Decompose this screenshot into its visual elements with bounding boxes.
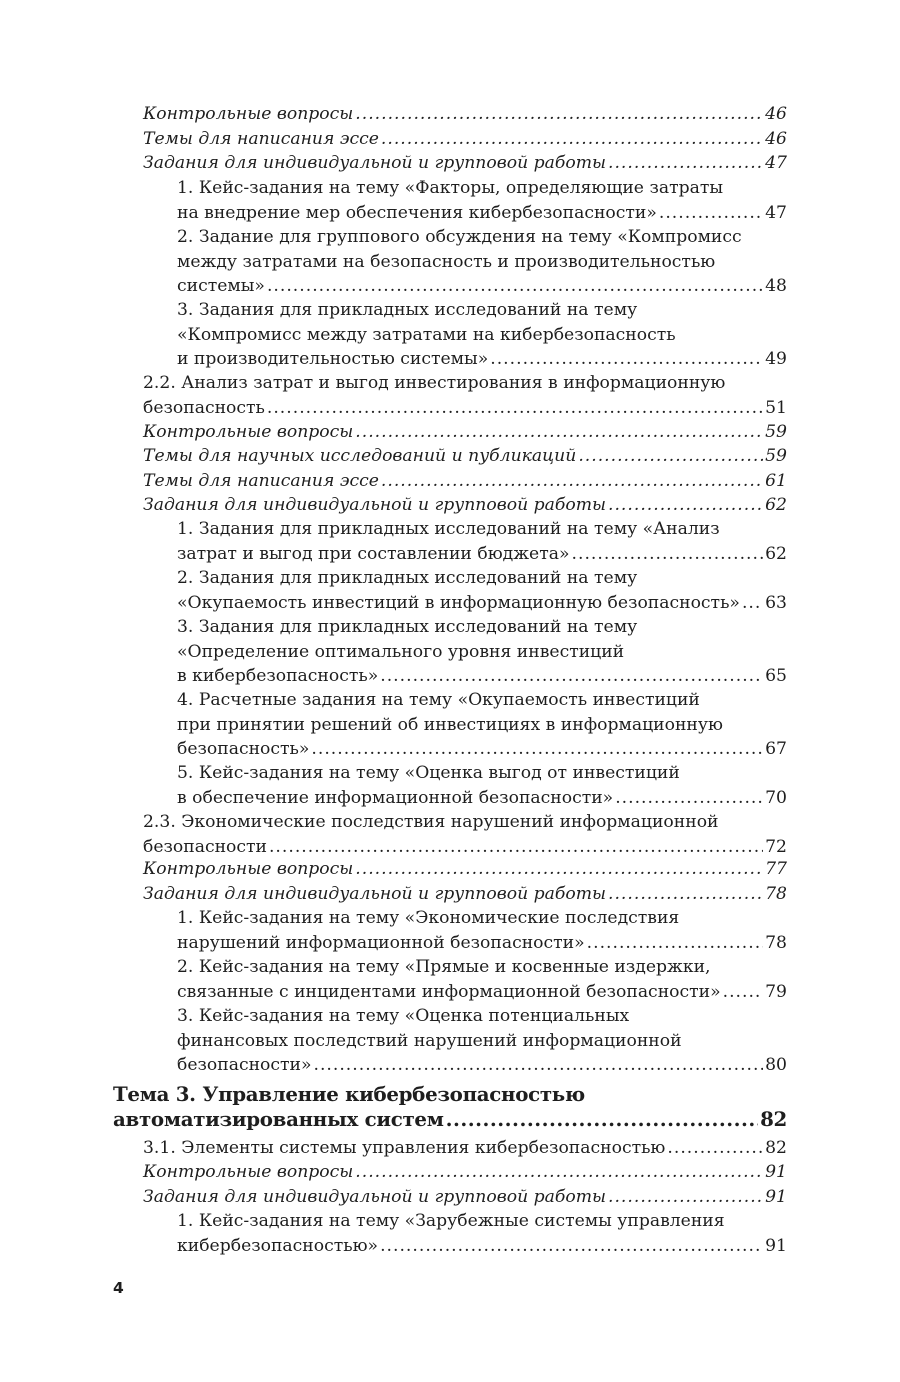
toc-entry-line: Задания для индивидуальной и групповой работы: [143, 1187, 606, 1207]
toc-entry-last-line: [143, 420, 787, 445]
toc-entry-line: 4. Расчетные задания на тему «Окупаемость инвестиций: [177, 690, 700, 710]
toc-entry-line: «Компромисс между затратами на кибербезопасность: [177, 324, 676, 345]
dot-leader: [355, 420, 763, 445]
toc-page-number: 67: [765, 739, 787, 759]
toc-entry-line: безопасность»: [177, 739, 310, 759]
toc-page-number: 78: [765, 932, 787, 953]
toc-entry-last-line: [177, 591, 787, 616]
toc-entry-line: Темы для научных исследований и публикаций: [143, 446, 577, 466]
toc-entry-line: 3. Задания для прикладных исследований на тему: [177, 617, 638, 637]
toc-entry-last-line: [177, 542, 787, 567]
toc-entry-line: Тема 3. Управление кибербезопасностью: [113, 1082, 585, 1106]
toc-entry-last-line: [177, 737, 787, 762]
toc-entry-line: Задания для индивидуальной и групповой работы: [143, 884, 606, 904]
toc-entry-last-line: [143, 882, 787, 907]
dot-leader: [355, 857, 763, 882]
toc-entry-line: 3. Задания для прикладных исследований на тему: [177, 300, 638, 320]
toc-page-number: 48: [765, 276, 787, 296]
toc-page-number: 82: [765, 1138, 787, 1158]
toc-entry[interactable]: [177, 176, 787, 225]
dot-leader: [381, 469, 763, 494]
toc-entry[interactable]: [143, 1185, 787, 1210]
dot-leader: [380, 664, 763, 689]
toc-entry-line: 2. Кейс-задания на тему «Прямые и косвенные издержки,: [177, 957, 711, 977]
toc-entry-line: кибербезопасностью»: [177, 1235, 379, 1256]
toc-entry[interactable]: [177, 615, 787, 689]
toc-entry-last-line: [143, 1185, 787, 1210]
toc-entry-line: 2.3. Экономические последствия нарушений информационной: [143, 812, 719, 832]
toc-entry-line: затрат и выгод при составлении бюджета»: [177, 543, 570, 564]
toc-entry[interactable]: [143, 127, 787, 152]
dot-leader: [608, 493, 763, 518]
toc-page-number: 65: [765, 666, 787, 686]
toc-page-number: 77: [765, 859, 787, 879]
toc-entry-line: Задания для индивидуальной и групповой работы: [143, 495, 606, 515]
toc-entry-last-line: [143, 102, 787, 127]
toc-entry-line: безопасности: [143, 836, 267, 857]
toc-page-number: 62: [765, 543, 787, 564]
toc-entry-last-line: [177, 664, 787, 689]
toc-entry-last-line: [113, 1107, 787, 1132]
toc-entry[interactable]: [143, 102, 787, 127]
dot-leader: [608, 882, 763, 907]
toc-entry-last-line: [177, 1053, 787, 1078]
toc-entry-line: безопасность: [143, 397, 265, 418]
toc-entry[interactable]: [143, 857, 787, 882]
dot-leader: [723, 980, 764, 1005]
dot-leader: [313, 1053, 763, 1078]
toc-page-number: 59: [765, 446, 787, 466]
toc-entry-line: финансовых последствий нарушений информационной: [177, 1030, 682, 1051]
dot-leader: [587, 931, 763, 956]
toc-entry-line: автоматизированных систем: [113, 1107, 444, 1131]
toc-entry-line: Контрольные вопросы: [143, 422, 354, 442]
toc-entry-last-line: [177, 980, 787, 1005]
toc-entry[interactable]: [143, 371, 787, 420]
dot-leader: [267, 396, 763, 421]
toc-entry-line: при принятии решений об инвестициях в информационную: [177, 714, 723, 735]
toc-page-number: 72: [765, 836, 787, 857]
toc-entry-line: в обеспечение информационной безопасности»: [177, 787, 614, 808]
toc-entry-line: системы»: [177, 276, 265, 296]
toc-page-number: 49: [765, 349, 787, 369]
toc-page-number: 59: [765, 422, 787, 442]
toc-page-number: 70: [765, 787, 787, 808]
dot-leader: [742, 591, 763, 616]
toc-entry[interactable]: [143, 1160, 787, 1185]
toc-entry-line: 3. Кейс-задания на тему «Оценка потенциальных: [177, 1006, 630, 1026]
toc-entry[interactable]: [177, 1209, 787, 1258]
toc-entry[interactable]: [143, 469, 787, 494]
dot-leader: [355, 102, 763, 127]
toc-page-number: 47: [765, 202, 787, 223]
toc-entry-line: 3.1. Элементы системы управления кибербезопасностью: [143, 1138, 666, 1158]
toc-entry-line: безопасности»: [177, 1055, 312, 1075]
toc-entry-line: в кибербезопасность»: [177, 666, 379, 686]
dot-leader: [269, 835, 763, 860]
toc-entry-last-line: [143, 835, 787, 860]
toc-entry-last-line: [177, 931, 787, 956]
dot-leader: [608, 151, 763, 176]
toc-entry-line: Контрольные вопросы: [143, 104, 354, 124]
toc-entry-last-line: [177, 201, 787, 226]
dot-leader: [311, 737, 763, 762]
toc-entry-last-line: [143, 151, 787, 176]
toc-entry-last-line: [143, 493, 787, 518]
toc-entry[interactable]: [143, 151, 787, 176]
dot-leader: [578, 444, 763, 469]
toc-entry-last-line: [143, 127, 787, 152]
dot-leader: [446, 1107, 758, 1132]
toc-entry-line: нарушений информационной безопасности»: [177, 932, 585, 953]
toc-page-number: 47: [765, 153, 787, 173]
dot-leader: [572, 542, 764, 567]
toc-entry-line: 2. Задание для группового обсуждения на тему «Компромисс: [177, 227, 742, 247]
toc-entry-line: Задания для индивидуальной и групповой работы: [143, 153, 606, 173]
toc-entry[interactable]: [177, 517, 787, 566]
toc-page-number: 91: [765, 1162, 787, 1182]
toc-page-number: 80: [765, 1055, 787, 1075]
toc-entry-line: Контрольные вопросы: [143, 859, 354, 879]
toc-entry-line: «Окупаемость инвестиций в информационную безопасность»: [177, 592, 740, 613]
toc-entry-line: на внедрение мер обеспечения кибербезопасности»: [177, 202, 657, 223]
toc-entry[interactable]: [143, 493, 787, 518]
toc-entry-last-line: [143, 396, 787, 421]
toc-entry-line: 1. Задания для прикладных исследований на тему «Анализ: [177, 519, 720, 539]
toc-page-number: 62: [765, 495, 787, 515]
toc-entry-last-line: [143, 1160, 787, 1185]
toc-entry-line: 2. Задания для прикладных исследований на тему: [177, 568, 638, 588]
toc-entry[interactable]: [177, 955, 787, 1004]
toc-page-number: 61: [765, 471, 787, 491]
toc-entry-last-line: [143, 444, 787, 469]
toc-entry[interactable]: [143, 1136, 787, 1161]
toc-page-number: 51: [765, 397, 787, 418]
toc-entry[interactable]: [143, 444, 787, 469]
toc-entry-last-line: [177, 786, 787, 811]
toc-page-number: 91: [765, 1235, 787, 1256]
toc-page-number: 78: [765, 884, 787, 904]
toc-entry-last-line: [177, 274, 787, 299]
toc-entry[interactable]: [143, 810, 787, 859]
toc-entry-last-line: [143, 1136, 787, 1161]
toc-page-number: 63: [765, 592, 787, 613]
toc-entry-last-line: [177, 1234, 787, 1259]
dot-leader: [615, 786, 763, 811]
toc-page-number: 46: [765, 129, 787, 149]
toc-entry-line: между затратами на безопасность и производительностью: [177, 251, 716, 272]
dot-leader: [380, 1234, 763, 1259]
toc-entry-line: Контрольные вопросы: [143, 1162, 354, 1182]
toc-entry-line: и производительностью системы»: [177, 349, 489, 369]
toc-entry-line: 1. Кейс-задания на тему «Факторы, определяющие затраты: [177, 178, 724, 198]
toc-entry[interactable]: [143, 882, 787, 907]
toc-entry-last-line: [177, 347, 787, 372]
toc-entry[interactable]: [177, 566, 787, 615]
toc-entry-last-line: [143, 469, 787, 494]
dot-leader: [667, 1136, 763, 1161]
toc-page-number: 82: [760, 1107, 787, 1131]
toc-entry[interactable]: [177, 688, 787, 762]
toc-entry-last-line: [143, 857, 787, 882]
toc-page-number: 46: [765, 104, 787, 124]
dot-leader: [355, 1160, 763, 1185]
toc-entry[interactable]: [177, 761, 787, 810]
toc-entry-line: связанные с инцидентами информационной безопасности»: [177, 981, 721, 1002]
dot-leader: [267, 274, 763, 299]
toc-entry[interactable]: [143, 420, 787, 445]
dot-leader: [659, 201, 763, 226]
toc-entry-line: Темы для написания эссе: [143, 129, 379, 149]
toc-entry[interactable]: [177, 906, 787, 955]
dot-leader: [608, 1185, 763, 1210]
toc-entry-line: «Определение оптимального уровня инвестиций: [177, 641, 625, 662]
toc-entry-line: 2.2. Анализ затрат и выгод инвестирования в информационную: [143, 373, 726, 393]
toc-chapter[interactable]: [113, 1082, 787, 1132]
toc-entry[interactable]: [177, 298, 787, 372]
toc-entry-line: 1. Кейс-задания на тему «Экономические последствия: [177, 908, 680, 928]
toc-entry[interactable]: [177, 225, 787, 299]
toc-entry[interactable]: [177, 1004, 787, 1078]
toc-page-number: 79: [765, 981, 787, 1002]
toc-page-number: 91: [765, 1187, 787, 1207]
page-number: 4: [113, 1279, 124, 1297]
toc-entry-line: 5. Кейс-задания на тему «Оценка выгод от инвестиций: [177, 763, 680, 783]
dot-leader: [490, 347, 763, 372]
toc-entry-line: Темы для написания эссе: [143, 471, 379, 491]
toc-entry-line: 1. Кейс-задания на тему «Зарубежные системы управления: [177, 1211, 725, 1231]
dot-leader: [381, 127, 763, 152]
